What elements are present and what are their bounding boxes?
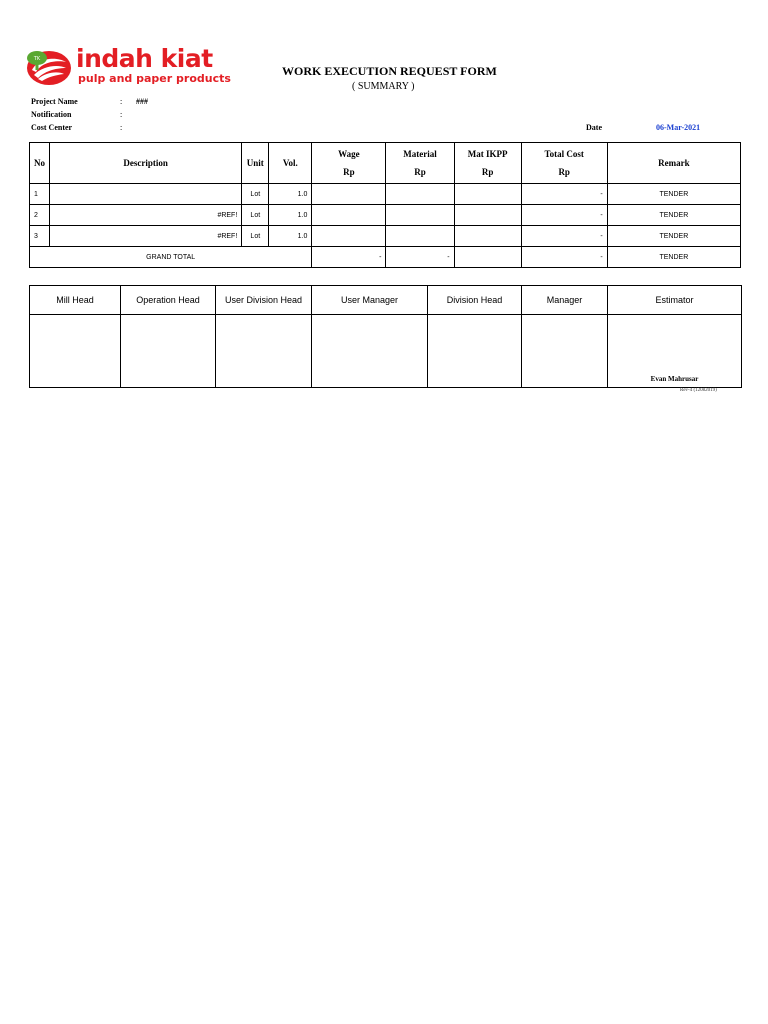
col-material-unit: Rp — [414, 167, 426, 177]
row-wage — [312, 226, 386, 247]
grand-total-wage: - — [312, 247, 386, 268]
notification-label: Notification — [31, 110, 72, 119]
col-total-cost — [521, 143, 607, 184]
col-wage — [312, 143, 386, 184]
col-wage-unit: Rp — [343, 167, 355, 177]
table-header-row — [30, 143, 741, 184]
col-material — [386, 143, 454, 184]
row-vol: 1.0 — [269, 184, 312, 205]
row-material — [386, 226, 454, 247]
project-name-sep: : — [120, 97, 123, 106]
sign-role-mill-head: Mill Head — [30, 286, 121, 315]
grand-total-row — [30, 247, 741, 268]
row-no: 2 — [30, 205, 50, 226]
row-total-cost: - — [521, 184, 607, 205]
col-material-label: Material — [403, 149, 437, 159]
col-mat-ikpp-label: Mat IKPP — [467, 149, 508, 159]
table-row — [30, 205, 741, 226]
signature-box-manager — [522, 315, 608, 388]
row-mat-ikpp — [454, 205, 521, 226]
row-mat-ikpp — [454, 226, 521, 247]
company-logo — [26, 44, 246, 90]
signature-header-row — [30, 286, 742, 315]
col-total-cost-unit: Rp — [558, 167, 570, 177]
date-label: Date — [586, 123, 602, 132]
row-description — [50, 184, 242, 205]
col-mat-ikpp-unit: Rp — [481, 167, 494, 177]
tree-icon — [26, 50, 48, 72]
row-material — [386, 205, 454, 226]
form-subtitle: ( SUMMARY ) — [352, 81, 415, 92]
table-row — [30, 184, 741, 205]
grand-total-label: GRAND TOTAL — [30, 247, 312, 268]
signature-box-user-division-head — [216, 315, 312, 388]
col-wage-label: Wage — [338, 149, 360, 159]
signature-box-row — [30, 315, 742, 388]
cost-center-sep: : — [120, 123, 123, 132]
row-vol: 1.0 — [269, 226, 312, 247]
row-vol: 1.0 — [269, 205, 312, 226]
sign-role-division-head: Division Head — [428, 286, 522, 315]
sign-role-operation-head: Operation Head — [121, 286, 216, 315]
row-mat-ikpp — [454, 184, 521, 205]
summary-table — [29, 142, 741, 268]
signature-box-user-manager — [312, 315, 428, 388]
row-unit: Lot — [242, 205, 269, 226]
row-total-cost: - — [521, 226, 607, 247]
cost-center-label: Cost Center — [31, 123, 73, 132]
row-description: #REF! — [50, 226, 242, 247]
grand-total-cost: - — [521, 247, 607, 268]
col-description: Description — [50, 143, 242, 184]
col-vol: Vol. — [269, 143, 312, 184]
row-remark: TENDER — [607, 226, 740, 247]
row-unit: Lot — [242, 226, 269, 247]
col-total-cost-label: Total Cost — [544, 149, 584, 159]
row-remark: TENDER — [607, 184, 740, 205]
signature-box-operation-head — [121, 315, 216, 388]
row-no: 1 — [30, 184, 50, 205]
signature-box-estimator — [608, 315, 742, 388]
grand-total-remark: TENDER — [607, 247, 740, 268]
sign-role-manager: Manager — [522, 286, 608, 315]
row-unit: Lot — [242, 184, 269, 205]
table-row — [30, 226, 741, 247]
project-name-label: Project Name — [31, 97, 78, 106]
sign-role-user-manager: User Manager — [312, 286, 428, 315]
estimator-name: Evan Mahrusar — [650, 375, 699, 383]
col-no: No — [30, 143, 50, 184]
col-mat-ikpp — [454, 143, 521, 184]
col-unit: Unit — [242, 143, 269, 184]
logo-tagline: pulp and paper products — [78, 72, 231, 85]
row-wage — [312, 184, 386, 205]
sign-role-user-division-head: User Division Head — [216, 286, 312, 315]
grand-total-mat-ikpp — [454, 247, 521, 268]
col-remark: Remark — [607, 143, 740, 184]
row-wage — [312, 205, 386, 226]
row-no: 3 — [30, 226, 50, 247]
logo-mark: TK — [33, 56, 41, 62]
row-description: #REF! — [50, 205, 242, 226]
notification-sep: : — [120, 110, 123, 119]
row-material — [386, 184, 454, 205]
date-value: 06-Mar-2021 — [656, 123, 701, 132]
signature-box-mill-head — [30, 315, 121, 388]
signature-table — [29, 285, 742, 388]
grand-total-material: - — [386, 247, 454, 268]
sign-role-estimator: Estimator — [608, 286, 742, 315]
logo-name: indah kiat — [76, 44, 213, 73]
project-name-value: ### — [136, 97, 148, 106]
form-title: WORK EXECUTION REQUEST FORM — [282, 64, 497, 78]
row-total-cost: - — [521, 205, 607, 226]
signature-box-division-head — [428, 315, 522, 388]
revision-note: Rev-4 (12082019) — [680, 388, 717, 393]
row-remark: TENDER — [607, 205, 740, 226]
